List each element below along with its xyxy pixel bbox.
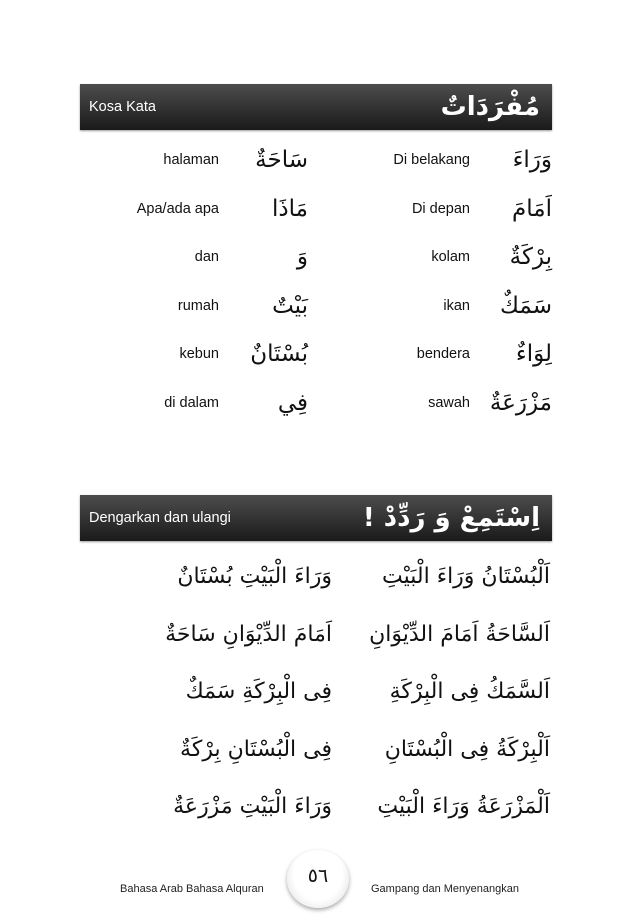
vocab-arabic-word: وَ <box>296 244 308 270</box>
vocab-arabic-word: بَيْتٌ <box>272 292 308 319</box>
vocab-meaning: bendera <box>416 346 470 362</box>
phrase-arabic: اَلْمَزْرَعَةُ وَرَاءَ الْبَيْتِ <box>377 794 550 819</box>
phrase-arabic: فِى الْبُسْتَانِ بِرْكَةٌ <box>180 736 332 762</box>
vocab-row <box>0 233 638 282</box>
vocab-row <box>0 185 638 234</box>
vocab-meaning: dan <box>194 249 219 265</box>
vocab-arabic-word: وَرَاءَ <box>512 147 552 173</box>
vocab-meaning: halaman <box>163 152 219 168</box>
phrase-row <box>0 721 638 779</box>
phrase-row <box>0 663 638 721</box>
listen-section-title: Dengarkan dan ulangi <box>89 510 231 526</box>
vocab-arabic-word: اَمَامَ <box>512 195 552 222</box>
vocab-arabic-word: بُسْتَانٌ <box>250 341 308 367</box>
vocab-meaning: Di belakang <box>393 152 470 168</box>
vocab-arabic-word: بِرْكَةٌ <box>509 244 552 270</box>
vocab-section-title: Kosa Kata <box>89 99 156 115</box>
vocab-meaning: ikan <box>443 297 470 314</box>
vocab-arabic-word: مَاذَا <box>272 195 308 222</box>
vocab-section-header <box>80 84 552 130</box>
phrase-arabic: اَلسَّاحَةُ اَمَامَ الدِّيْوَانِ <box>369 621 550 647</box>
footer-book-title: Bahasa Arab Bahasa Alquran <box>120 883 264 895</box>
vocab-section-arabic-title: مُفْرَدَاتٌ <box>440 92 540 122</box>
phrase-arabic: اَلْبِرْكَةُ فِى الْبُسْتَانِ <box>384 736 550 762</box>
phrase-arabic: اَمَامَ الدِّيْوَانِ سَاحَةٌ <box>165 621 332 647</box>
vocab-meaning: kebun <box>179 346 219 362</box>
page-footer <box>0 848 638 922</box>
phrase-arabic: اَلسَّمَكُ فِى الْبِرْكَةِ <box>389 679 550 704</box>
vocab-meaning: rumah <box>177 297 219 314</box>
listen-section-header <box>80 495 552 541</box>
phrase-arabic: فِى الْبِرْكَةِ سَمَكٌ <box>185 679 332 704</box>
vocab-row <box>0 330 638 379</box>
phrase-list <box>0 548 638 836</box>
page-number: ٥٦ <box>307 865 329 887</box>
vocab-arabic-word: فِي <box>277 389 308 416</box>
vocab-table <box>0 136 638 427</box>
vocab-row <box>0 379 638 428</box>
vocab-arabic-word: سَمَكٌ <box>500 292 552 319</box>
vocab-arabic-word: لِوَاءٌ <box>515 341 552 367</box>
vocab-meaning: kolam <box>431 249 470 265</box>
phrase-row <box>0 606 638 664</box>
page-number-badge <box>287 850 349 908</box>
footer-tagline: Gampang dan Menyenangkan <box>371 883 519 895</box>
vocab-arabic-word: مَزْرَعَةٌ <box>489 389 552 416</box>
vocab-arabic-word: سَاحَةٌ <box>255 147 308 173</box>
vocab-row <box>0 136 638 185</box>
vocab-meaning: sawah <box>428 394 470 411</box>
phrase-arabic: وَرَاءَ الْبَيْتِ بُسْتَانٌ <box>177 564 332 589</box>
phrase-row <box>0 778 638 836</box>
vocab-meaning: Di depan <box>411 200 470 217</box>
phrase-arabic: اَلْبُسْتَانُ وَرَاءَ الْبَيْتِ <box>382 564 550 589</box>
listen-section-arabic-title: اِسْتَمِعْ وَ رَدِّدْ ! <box>362 503 540 533</box>
vocab-meaning: Apa/ada apa <box>136 200 219 217</box>
phrase-row <box>0 548 638 606</box>
vocab-row <box>0 282 638 331</box>
vocab-meaning: di dalam <box>164 394 219 411</box>
phrase-arabic: وَرَاءَ الْبَيْتِ مَزْرَعَةٌ <box>173 794 332 819</box>
